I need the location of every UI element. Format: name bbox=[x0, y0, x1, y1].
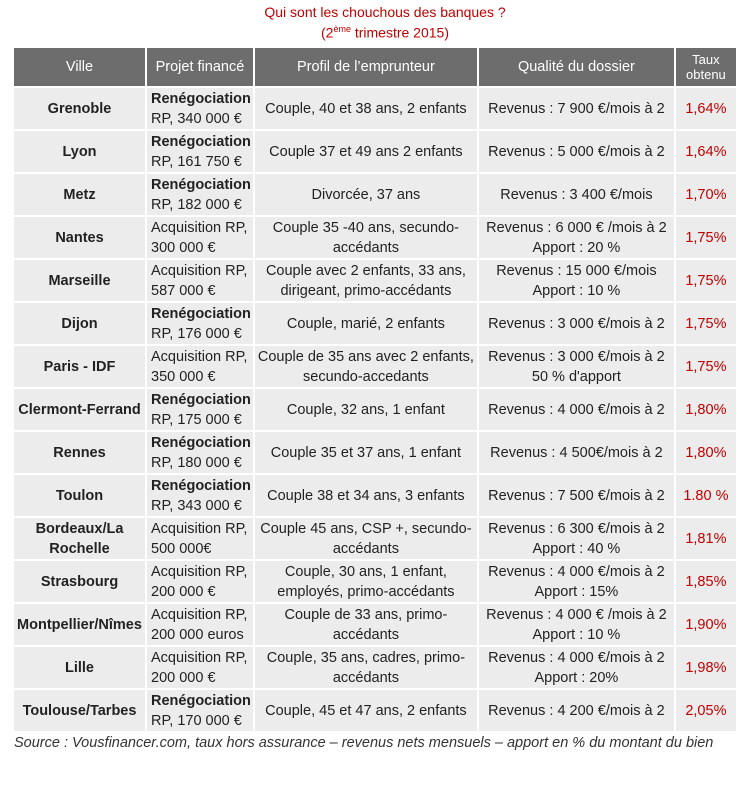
cell-ville-line: Clermont-Ferrand bbox=[18, 401, 141, 418]
table-row bbox=[14, 690, 736, 731]
table-row bbox=[14, 88, 736, 129]
cell-projet-line: RP, 340 000 € bbox=[151, 110, 242, 127]
cell-ville bbox=[14, 604, 145, 645]
cell-projet bbox=[147, 690, 253, 731]
cell-ville-line: Toulouse/Tarbes bbox=[22, 702, 137, 719]
cell-projet-line: Renégociation bbox=[151, 391, 251, 408]
cell-ville-line: Strasbourg bbox=[40, 573, 119, 590]
cell-ville-line: Nantes bbox=[55, 229, 104, 246]
cell-projet bbox=[147, 88, 253, 129]
table-row bbox=[14, 432, 736, 473]
source-note: Source : Vousfinancer.com, taux hors assurance – revenus nets mensuels – apport en % du montant du bien bbox=[14, 735, 714, 751]
cell-projet-line: Acquisition RP, bbox=[151, 348, 248, 365]
cell-taux: 1,80% bbox=[676, 432, 736, 473]
cell-projet bbox=[147, 475, 253, 516]
cell-ville-line: Grenoble bbox=[47, 100, 112, 117]
cell-qualite bbox=[479, 518, 674, 559]
rates-table bbox=[12, 46, 738, 733]
cell-qualite-line: Revenus : 7 900 €/mois à 2 bbox=[488, 100, 665, 117]
cell-ville bbox=[14, 475, 145, 516]
cell-projet-line: Acquisition RP, bbox=[151, 606, 248, 623]
cell-profil-line: accédants bbox=[332, 669, 399, 686]
cell-profil-line: accédants bbox=[332, 626, 399, 643]
cell-projet bbox=[147, 303, 253, 344]
cell-qualite-line: Revenus : 4 500€/mois à 2 bbox=[490, 444, 663, 461]
cell-qualite bbox=[479, 131, 674, 172]
table-row bbox=[14, 604, 736, 645]
cell-projet bbox=[147, 131, 253, 172]
cell-profil-line: Couple, 30 ans, 1 enfant, bbox=[284, 563, 447, 580]
cell-qualite bbox=[479, 389, 674, 430]
table-row bbox=[14, 346, 736, 387]
cell-projet-line: 300 000 € bbox=[151, 239, 216, 256]
cell-qualite-line: Revenus : 6 300 €/mois à 2 bbox=[488, 520, 665, 537]
cell-projet-line: RP, 343 000 € bbox=[151, 497, 242, 514]
cell-projet-line: 350 000 € bbox=[151, 368, 216, 385]
cell-qualite-line: Revenus : 3 000 €/mois à 2 bbox=[488, 348, 665, 365]
cell-qualite-line: Revenus : 4 000 € /mois à 2 bbox=[486, 606, 667, 623]
cell-qualite-line: Revenus : 4 000 €/mois à 2 bbox=[488, 401, 665, 418]
cell-qualite-line: Apport : 40 % bbox=[532, 540, 621, 557]
cell-ville-line: Montpellier/Nîmes bbox=[17, 616, 142, 633]
header-projet: Projet financé bbox=[147, 48, 253, 86]
cell-ville bbox=[14, 131, 145, 172]
cell-qualite bbox=[479, 475, 674, 516]
cell-qualite-line: Revenus : 4 000 €/mois à 2 bbox=[488, 649, 665, 666]
cell-profil-line: Couple, 35 ans, cadres, primo- bbox=[266, 649, 466, 666]
cell-projet bbox=[147, 604, 253, 645]
cell-qualite bbox=[479, 690, 674, 731]
cell-qualite bbox=[479, 346, 674, 387]
cell-profil-line: Couple, 32 ans, 1 enfant bbox=[286, 401, 445, 418]
cell-projet bbox=[147, 389, 253, 430]
cell-profil bbox=[255, 561, 477, 602]
cell-projet-line: Acquisition RP, bbox=[151, 520, 248, 537]
cell-qualite-line: Apport : 20% bbox=[534, 669, 619, 686]
cell-qualite-line: Revenus : 3 000 €/mois à 2 bbox=[488, 315, 665, 332]
cell-ville bbox=[14, 346, 145, 387]
cell-profil bbox=[255, 88, 477, 129]
cell-projet-line: Acquisition RP, bbox=[151, 219, 248, 236]
cell-profil-line: secundo-accedants bbox=[303, 368, 429, 385]
cell-projet-line: RP, 176 000 € bbox=[151, 325, 242, 342]
table-row bbox=[14, 217, 736, 258]
cell-projet-line: Acquisition RP, bbox=[151, 649, 248, 666]
cell-ville bbox=[14, 260, 145, 301]
cell-projet-line: Renégociation bbox=[151, 305, 251, 322]
cell-profil bbox=[255, 604, 477, 645]
cell-profil bbox=[255, 518, 477, 559]
cell-projet-line: RP, 170 000 € bbox=[151, 712, 242, 729]
cell-profil-line: Divorcée, 37 ans bbox=[311, 186, 421, 203]
cell-taux: 1,85% bbox=[676, 561, 736, 602]
cell-profil-line: Couple de 35 ans avec 2 enfants, bbox=[257, 348, 474, 365]
cell-profil-line: accédants bbox=[332, 239, 399, 256]
cell-taux: 1,98% bbox=[676, 647, 736, 688]
cell-ville-line: Toulon bbox=[55, 487, 104, 504]
cell-profil-line: Couple 35 -40 ans, secundo- bbox=[272, 219, 460, 236]
cell-ville-line: Rochelle bbox=[49, 540, 110, 557]
cell-profil bbox=[255, 303, 477, 344]
cell-taux: 1,75% bbox=[676, 303, 736, 344]
cell-projet-line: Renégociation bbox=[151, 133, 251, 150]
cell-ville bbox=[14, 432, 145, 473]
cell-profil bbox=[255, 647, 477, 688]
cell-profil-line: Couple 35 et 37 ans, 1 enfant bbox=[270, 444, 462, 461]
cell-ville-line: Dijon bbox=[61, 315, 98, 332]
cell-qualite-line: Apport : 20 % bbox=[532, 239, 621, 256]
cell-projet-line: Renégociation bbox=[151, 434, 251, 451]
cell-projet-line: RP, 175 000 € bbox=[151, 411, 242, 428]
cell-profil bbox=[255, 131, 477, 172]
cell-ville bbox=[14, 88, 145, 129]
cell-projet-line: 200 000 euros bbox=[151, 626, 244, 643]
cell-profil-line: Couple, 40 et 38 ans, 2 enfants bbox=[265, 100, 467, 117]
cell-taux: 1,75% bbox=[676, 217, 736, 258]
cell-projet bbox=[147, 518, 253, 559]
title-line-2: (2ème trimestre 2015) bbox=[320, 24, 449, 41]
cell-projet-line: Acquisition RP, bbox=[151, 563, 248, 580]
cell-projet-line: 200 000 € bbox=[151, 669, 216, 686]
cell-profil bbox=[255, 346, 477, 387]
table-row bbox=[14, 518, 736, 559]
cell-taux: 1,70% bbox=[676, 174, 736, 215]
cell-profil-line: Couple avec 2 enfants, 33 ans, bbox=[265, 262, 466, 279]
cell-qualite-line: Revenus : 4 000 €/mois à 2 bbox=[488, 563, 665, 580]
cell-qualite bbox=[479, 174, 674, 215]
cell-qualite bbox=[479, 260, 674, 301]
cell-qualite-line: Revenus : 7 500 €/mois à 2 bbox=[488, 487, 665, 504]
cell-profil bbox=[255, 217, 477, 258]
table-row bbox=[14, 561, 736, 602]
cell-profil-line: Couple 38 et 34 ans, 3 enfants bbox=[267, 487, 465, 504]
cell-projet-line: 500 000€ bbox=[151, 540, 212, 557]
cell-qualite-line: Apport : 10 % bbox=[532, 282, 621, 299]
cell-ville bbox=[14, 518, 145, 559]
cell-profil-line: accédants bbox=[332, 540, 399, 557]
page-title bbox=[0, 0, 750, 42]
cell-profil-line: employés, primo-accédants bbox=[277, 583, 455, 600]
cell-taux: 1,80% bbox=[676, 389, 736, 430]
cell-ville-line: Bordeaux/La bbox=[35, 520, 124, 537]
cell-projet bbox=[147, 647, 253, 688]
cell-ville-line: Marseille bbox=[48, 272, 111, 289]
cell-taux: 1,75% bbox=[676, 346, 736, 387]
header-ville: Ville bbox=[14, 48, 145, 86]
cell-profil bbox=[255, 260, 477, 301]
cell-qualite-line: Revenus : 4 200 €/mois à 2 bbox=[488, 702, 665, 719]
cell-projet bbox=[147, 561, 253, 602]
cell-qualite-line: Apport : 15% bbox=[534, 583, 619, 600]
cell-qualite bbox=[479, 88, 674, 129]
cell-qualite-line: Revenus : 3 400 €/mois bbox=[500, 186, 653, 203]
cell-ville bbox=[14, 303, 145, 344]
cell-profil bbox=[255, 174, 477, 215]
cell-projet-line: Acquisition RP, bbox=[151, 262, 248, 279]
table-row bbox=[14, 647, 736, 688]
cell-projet-line: RP, 180 000 € bbox=[151, 454, 242, 471]
cell-projet-line: Renégociation bbox=[151, 477, 251, 494]
cell-profil-line: Couple, 45 et 47 ans, 2 enfants bbox=[265, 702, 467, 719]
cell-ville-line: Rennes bbox=[53, 444, 106, 461]
header-qualite: Qualité du dossier bbox=[479, 48, 674, 86]
cell-taux: 1,64% bbox=[676, 88, 736, 129]
title-line-1: Qui sont les chouchous des banques ? bbox=[264, 4, 506, 20]
cell-projet-line: Renégociation bbox=[151, 692, 251, 709]
cell-projet bbox=[147, 217, 253, 258]
cell-projet-line: RP, 161 750 € bbox=[151, 153, 242, 170]
cell-projet-line: RP, 182 000 € bbox=[151, 196, 242, 213]
cell-ville-line: Lyon bbox=[62, 143, 97, 160]
cell-projet bbox=[147, 260, 253, 301]
cell-qualite-line: Apport : 10 % bbox=[532, 626, 621, 643]
cell-qualite bbox=[479, 647, 674, 688]
cell-qualite-line: Revenus : 6 000 € /mois à 2 bbox=[486, 219, 667, 236]
cell-profil bbox=[255, 690, 477, 731]
cell-profil bbox=[255, 475, 477, 516]
cell-ville bbox=[14, 647, 145, 688]
cell-qualite-line: 50 % d'apport bbox=[531, 368, 621, 385]
cell-ville bbox=[14, 561, 145, 602]
cell-qualite bbox=[479, 217, 674, 258]
cell-profil bbox=[255, 389, 477, 430]
cell-profil-line: Couple 45 ans, CSP +, secundo- bbox=[260, 520, 472, 537]
cell-ville bbox=[14, 174, 145, 215]
cell-taux: 2,05% bbox=[676, 690, 736, 731]
table-row bbox=[14, 174, 736, 215]
cell-taux: 1.80 % bbox=[676, 475, 736, 516]
cell-qualite bbox=[479, 604, 674, 645]
cell-profil bbox=[255, 432, 477, 473]
cell-ville-line: Metz bbox=[63, 186, 96, 203]
cell-qualite bbox=[479, 561, 674, 602]
header-profil: Profil de l’emprunteur bbox=[255, 48, 477, 86]
cell-qualite-line: Revenus : 5 000 €/mois à 2 bbox=[488, 143, 665, 160]
cell-ville-line: Lille bbox=[64, 659, 94, 676]
cell-taux: 1,81% bbox=[676, 518, 736, 559]
cell-projet-line: 587 000 € bbox=[151, 282, 216, 299]
table-row bbox=[14, 475, 736, 516]
cell-projet-line: Renégociation bbox=[151, 90, 251, 107]
cell-qualite-line: Revenus : 15 000 €/mois bbox=[496, 262, 657, 279]
cell-projet-line: 200 000 € bbox=[151, 583, 216, 600]
header-taux: Taux obtenu bbox=[676, 48, 736, 86]
cell-ville bbox=[14, 389, 145, 430]
cell-profil-line: Couple de 33 ans, primo- bbox=[284, 606, 448, 623]
table-row bbox=[14, 303, 736, 344]
cell-taux: 1,64% bbox=[676, 131, 736, 172]
table-row bbox=[14, 131, 736, 172]
cell-ville-line: Paris - IDF bbox=[43, 358, 116, 375]
cell-ville bbox=[14, 690, 145, 731]
cell-projet bbox=[147, 346, 253, 387]
table-row bbox=[14, 389, 736, 430]
cell-profil-line: Couple, marié, 2 enfants bbox=[286, 315, 445, 332]
cell-profil-line: dirigeant, primo-accédants bbox=[280, 282, 452, 299]
cell-ville bbox=[14, 217, 145, 258]
cell-taux: 1,75% bbox=[676, 260, 736, 301]
cell-profil-line: Couple 37 et 49 ans 2 enfants bbox=[269, 143, 463, 160]
table-header-row bbox=[14, 48, 736, 86]
cell-qualite bbox=[479, 432, 674, 473]
table-row bbox=[14, 260, 736, 301]
cell-projet bbox=[147, 174, 253, 215]
cell-qualite bbox=[479, 303, 674, 344]
cell-projet bbox=[147, 432, 253, 473]
cell-taux: 1,90% bbox=[676, 604, 736, 645]
cell-projet-line: Renégociation bbox=[151, 176, 251, 193]
